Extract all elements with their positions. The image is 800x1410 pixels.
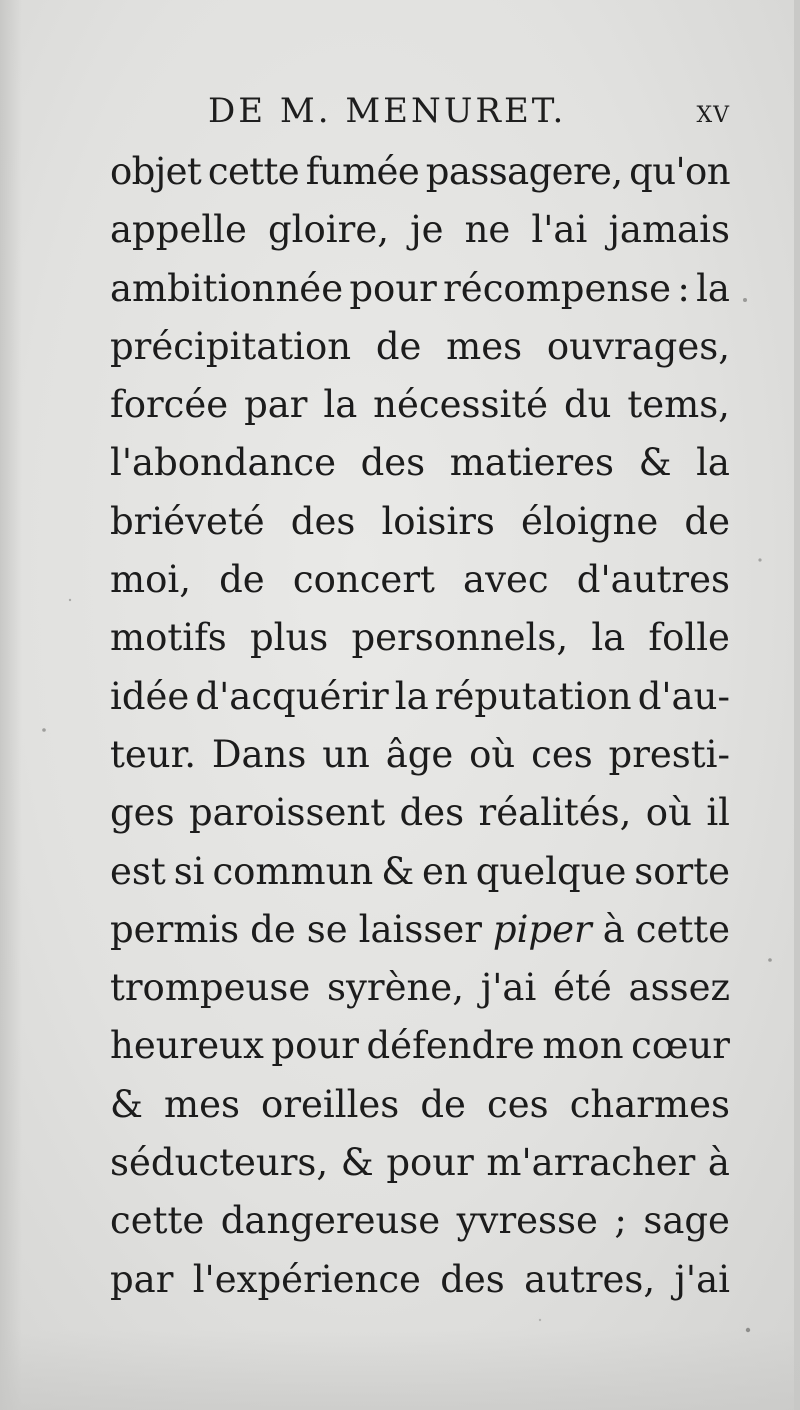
word: pour	[271, 1024, 359, 1068]
word: personnels,	[351, 616, 569, 660]
word: la	[394, 674, 429, 718]
word: la	[696, 266, 730, 310]
word: âge	[385, 732, 454, 776]
word: j'ai	[480, 966, 537, 1010]
word: la	[696, 441, 730, 485]
word: objet	[110, 150, 202, 193]
word: mon	[542, 1024, 624, 1068]
word: concert	[292, 558, 435, 602]
word: d'acquérir	[195, 674, 389, 718]
word: matieres	[449, 441, 615, 485]
text-line	[110, 1134, 730, 1192]
word: briéveté	[110, 499, 265, 543]
word: cette	[635, 907, 730, 951]
word: ces	[531, 732, 593, 776]
word: des	[360, 441, 426, 485]
word: pour	[386, 1141, 474, 1185]
word: moi,	[110, 558, 191, 602]
word: ces	[487, 1082, 549, 1126]
word: &	[381, 849, 415, 893]
word: permis	[110, 907, 240, 951]
word: teur.	[110, 732, 196, 776]
word: folle	[648, 616, 730, 660]
word: plus	[249, 616, 329, 660]
word: défendre	[366, 1024, 535, 1068]
text-line	[110, 1192, 730, 1250]
running-title: DE M. MENURET.	[208, 91, 567, 131]
word: à	[602, 907, 625, 951]
text-line	[110, 201, 730, 259]
word: m'arracher	[486, 1141, 696, 1185]
word: ouvrages,	[546, 324, 730, 368]
word: motifs	[110, 616, 227, 660]
word: cette	[207, 150, 300, 193]
word: en	[422, 849, 468, 893]
page-number: xv	[696, 92, 730, 130]
word: éloigne	[521, 499, 659, 543]
word: des	[399, 791, 465, 835]
word: des	[290, 499, 356, 543]
word: par	[110, 1257, 174, 1301]
text-line	[110, 376, 730, 434]
word: cœur	[631, 1024, 730, 1068]
word: je	[410, 208, 444, 252]
word: de	[375, 324, 422, 368]
word: :	[677, 266, 690, 310]
word: idée	[110, 674, 190, 718]
word: &	[110, 1082, 143, 1126]
word: syrène,	[327, 966, 464, 1010]
word: précipitation	[110, 324, 352, 368]
running-head	[110, 86, 730, 136]
word: des	[440, 1257, 505, 1301]
word: appelle	[110, 208, 247, 252]
word: mes	[446, 324, 523, 368]
word: si	[173, 849, 205, 893]
text-line	[110, 726, 730, 784]
word: assez	[628, 966, 730, 1010]
word: sorte	[634, 849, 730, 893]
word: gloire,	[268, 208, 389, 252]
word: oreilles	[261, 1082, 400, 1126]
word: paroissent	[189, 791, 386, 835]
word: &	[340, 1141, 374, 1185]
word: réputation	[434, 674, 632, 718]
word: trompeuse	[110, 966, 311, 1010]
word: de	[219, 558, 265, 602]
word: l'ai	[531, 208, 588, 252]
text-line	[110, 1076, 730, 1134]
word: la	[591, 616, 626, 660]
word: j'ai	[674, 1257, 730, 1301]
text-line	[110, 143, 730, 201]
word: commun	[212, 849, 374, 893]
word: cette	[110, 1199, 205, 1243]
word: autres,	[524, 1257, 656, 1301]
word: ges	[110, 791, 175, 835]
text-line	[110, 843, 730, 901]
word: jamais	[608, 208, 730, 252]
word: qu'on	[629, 150, 730, 193]
word: été	[553, 966, 612, 1010]
word: ne	[464, 208, 511, 252]
text-line	[110, 434, 730, 492]
word: heureux	[110, 1024, 264, 1068]
text-line	[110, 901, 730, 959]
word: séducteurs,	[110, 1141, 329, 1185]
word: laisser	[358, 907, 482, 951]
word: l'abondance	[110, 441, 337, 485]
word: du	[563, 383, 612, 427]
word: de	[250, 907, 296, 951]
word: pour	[349, 266, 437, 310]
text-line	[110, 318, 730, 376]
word: l'expérience	[192, 1257, 421, 1301]
word: piper	[492, 907, 592, 951]
word: de	[684, 499, 730, 543]
body-text	[110, 143, 730, 1309]
word: Dans	[211, 732, 307, 776]
text-line	[110, 609, 730, 667]
word: à	[707, 1141, 730, 1185]
word: est	[110, 849, 166, 893]
word: forcée	[110, 383, 229, 427]
word: par	[244, 383, 308, 427]
word: presti-	[608, 732, 730, 776]
text-line	[110, 493, 730, 551]
text-line	[110, 1251, 730, 1309]
word: dangereuse	[220, 1199, 441, 1243]
word: de	[420, 1082, 466, 1126]
word: la	[323, 383, 358, 427]
word: passagere,	[425, 150, 623, 193]
word: avec	[463, 558, 549, 602]
word: charmes	[569, 1082, 730, 1126]
word: tems,	[627, 383, 730, 427]
word: il	[706, 791, 730, 835]
word: sage	[643, 1199, 730, 1243]
word: ;	[614, 1199, 627, 1243]
word: réalités,	[478, 791, 632, 835]
word: récompense	[443, 266, 672, 310]
text-line	[110, 260, 730, 318]
text-line	[110, 959, 730, 1017]
word: &	[638, 441, 672, 485]
word: nécessité	[373, 383, 549, 427]
text-line	[110, 551, 730, 609]
word: d'autres	[576, 558, 730, 602]
text-line	[110, 784, 730, 842]
word: se	[306, 907, 348, 951]
word: un	[322, 732, 370, 776]
word: ambitionnée	[110, 266, 344, 310]
word: fumée	[305, 150, 420, 193]
word: loisirs	[381, 499, 495, 543]
word: où	[469, 732, 516, 776]
word: quelque	[475, 849, 627, 893]
word: yvresse	[456, 1199, 598, 1243]
text-line	[110, 1017, 730, 1075]
word: mes	[164, 1082, 240, 1126]
word: d'au-	[637, 674, 730, 718]
text-line	[110, 668, 730, 726]
word: où	[645, 791, 692, 835]
